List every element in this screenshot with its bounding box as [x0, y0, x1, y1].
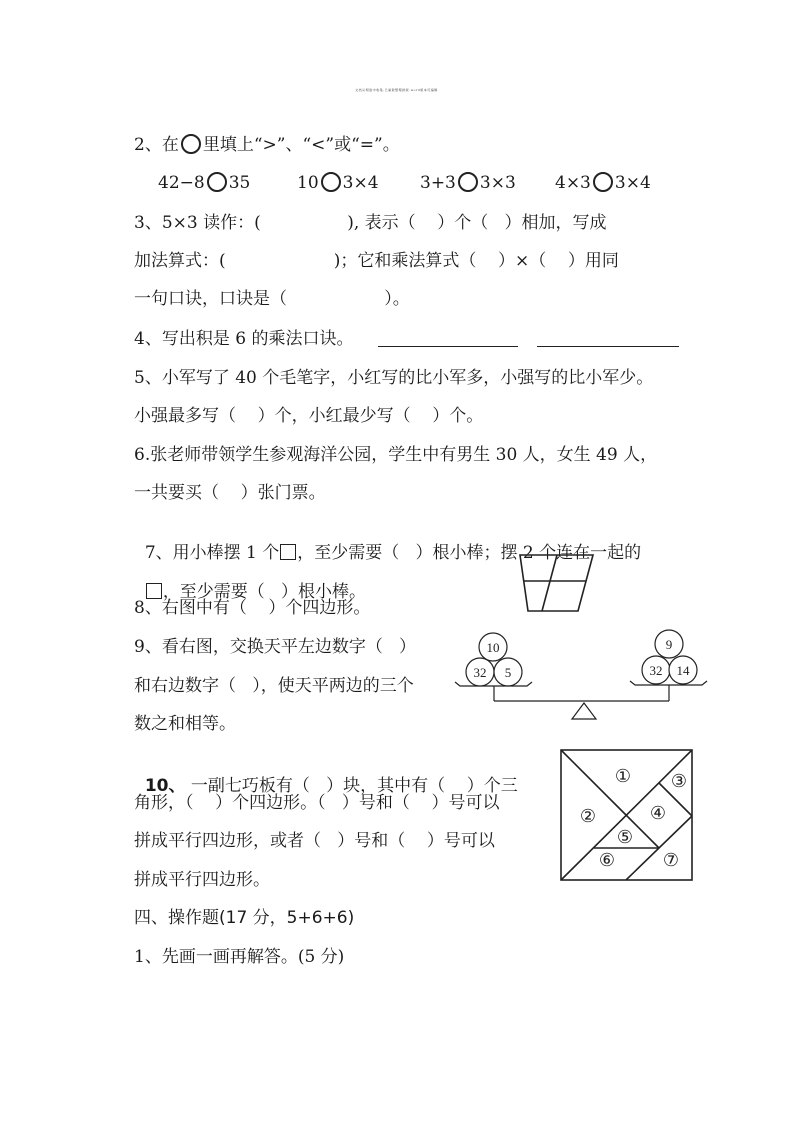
expr-right: 3×4: [342, 173, 379, 193]
tangram-label-2: ②: [579, 806, 597, 826]
expr-right: 3×3: [479, 173, 516, 193]
section-4-question-1: 1、先画一画再解答。(5 分): [134, 947, 345, 967]
page-header: 文档从网络中收集,已重新整理排版.word版本可编辑: [355, 88, 438, 92]
q2-expression-3: [420, 172, 516, 194]
q7-text-a: 7、用小棒摆 1 个: [144, 543, 280, 563]
q2-expression-4: [555, 172, 651, 194]
question-10-line-1: [134, 753, 518, 797]
q2-expression-2: [297, 172, 379, 194]
expr-right: 3×4: [614, 173, 651, 193]
question-3-line-2: 加法算式：( )；它和乘法算式（ ）×（ ）用同: [134, 251, 619, 271]
balance-right-top: 9: [665, 637, 673, 652]
tangram-label-5: ⑤: [616, 827, 634, 847]
expr-right: 35: [228, 173, 251, 193]
answer-circle[interactable]: [321, 172, 341, 192]
question-3-line-3: 一句口诀，口诀是（ ）。: [134, 289, 410, 309]
expr-left: 10: [297, 173, 319, 193]
question-5-line-2: 小强最多写（ ）个，小红最少写（ ）个。: [134, 406, 484, 426]
q2-prefix: 2、在: [134, 135, 179, 155]
balance-right-bottom-1: 32: [649, 663, 663, 678]
tangram-label-4: ④: [649, 803, 667, 823]
expr-left: 3+3: [420, 173, 456, 193]
tangram-label-7: ⑦: [662, 850, 680, 870]
tangram-figure: [555, 745, 700, 887]
question-3-line-1: 3、5×3 读作：( ), 表示（ ）个（ ）相加，写成: [134, 213, 607, 233]
question-9-line-3: 数之和相等。: [134, 714, 236, 734]
answer-blank-1[interactable]: [378, 336, 518, 347]
section-4-title: 四、操作题(17 分，5+6+6): [134, 908, 355, 928]
q10-number: 10、: [144, 776, 186, 796]
q2-expression-1: [158, 172, 250, 194]
question-2-prompt: [134, 134, 400, 156]
question-10-line-4: 拼成平行四边形。: [134, 870, 270, 890]
q2-suffix: 里填上“>”、“<”或“=”。: [202, 135, 400, 155]
answer-circle[interactable]: [593, 172, 613, 192]
q7-text-b: ，至少需要（ ）根小棒；摆 2 个连在一起的: [297, 543, 642, 563]
answer-circle[interactable]: [458, 172, 478, 192]
answer-blank-2[interactable]: [537, 336, 679, 347]
q7-text-c: ，至少需要（ ）根小棒。: [162, 582, 367, 602]
question-6-line-1: 6.张老师带领学生参观海洋公园，学生中有男生 30 人，女生 49 人，: [134, 445, 658, 465]
circle-icon: [181, 134, 201, 154]
square-icon: [280, 544, 296, 560]
question-10-line-2: 角形，（ ）个四边形。（ ）号和（ ）号可以: [134, 793, 500, 813]
question-6-line-2: 一共要买（ ）张门票。: [134, 483, 326, 503]
expr-left: 4×3: [555, 173, 591, 193]
quadrilateral-figure: [515, 550, 600, 616]
q4-text: 4、写出积是 6 的乘法口诀。: [134, 329, 354, 349]
balance-left-bottom-2: 5: [504, 665, 512, 680]
question-9-line-2: 和右边数字（ ），使天平两边的三个: [134, 676, 414, 696]
question-10-line-3: 拼成平行四边形，或者（ ）号和（ ）号可以: [134, 831, 495, 851]
question-5-line-1: 5、小军写了 40 个毛笔字，小红写的比小军多，小强写的比小军少。: [134, 368, 654, 388]
question-4: [134, 328, 353, 350]
question-8: 8、右图中有（ ）个四边形。: [134, 598, 371, 618]
tangram-label-6: ⑥: [598, 850, 616, 870]
tangram-label-1: ①: [614, 766, 632, 786]
tangram-label-3: ③: [670, 771, 688, 791]
balance-left-bottom-1: 32: [473, 665, 487, 680]
expr-left: 42−8: [158, 173, 205, 193]
balance-scale-figure: [450, 625, 715, 725]
q10-text-1: 一副七巧板有（ ）块，其中有（ ）个三: [185, 776, 518, 796]
answer-circle[interactable]: [207, 172, 227, 192]
balance-right-bottom-2: 14: [676, 663, 690, 678]
balance-left-top: 10: [486, 640, 500, 655]
question-9-line-1: 9、看右图，交换天平左边数字（ ）: [134, 637, 417, 657]
